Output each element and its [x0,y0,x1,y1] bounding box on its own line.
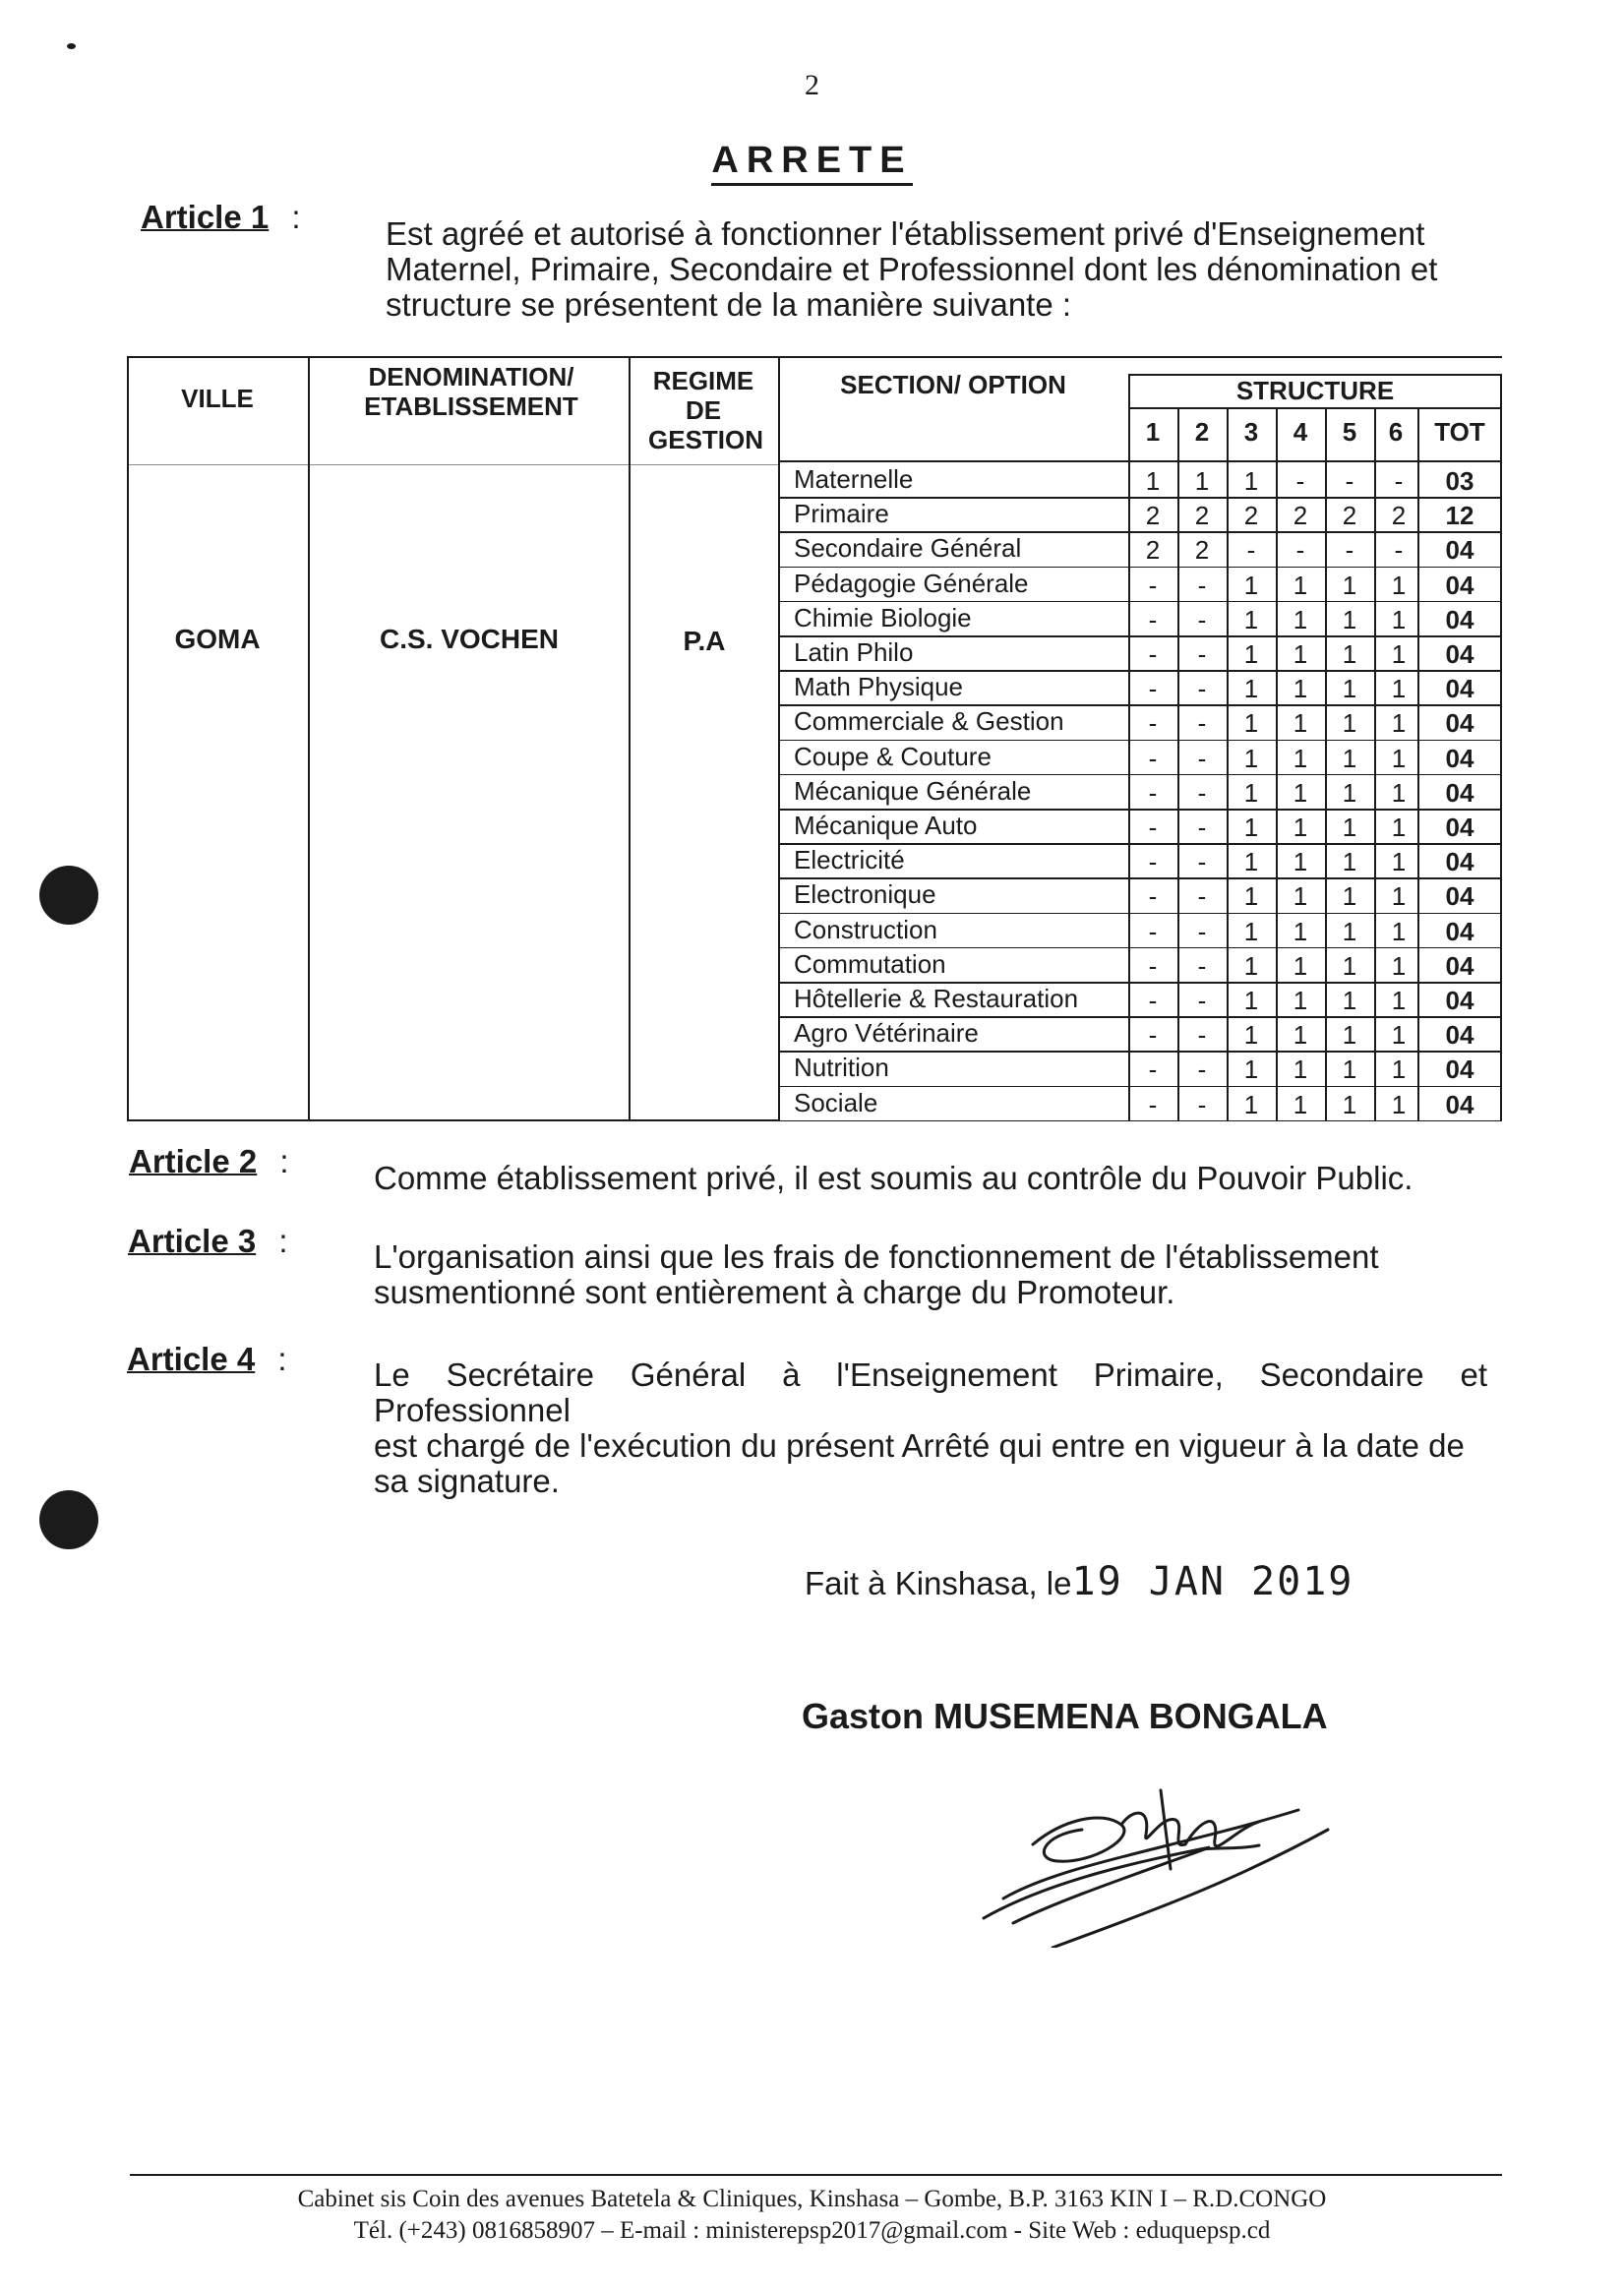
class-1-count: 2 [1145,535,1161,566]
handwritten-signature [974,1751,1338,1948]
header-total: TOT [1434,417,1485,447]
header-regime: REGIME DE GESTION [648,366,764,454]
class-6-count: 1 [1391,674,1407,704]
class-1-count: - [1148,1055,1158,1085]
option-name: Construction [794,914,937,944]
class-2-count: - [1197,777,1207,808]
document-title [0,140,1624,182]
class-4-count: 1 [1293,777,1308,808]
class-4-count: - [1295,466,1305,496]
class-3-count: 1 [1243,881,1259,912]
article-1-colon: : [291,199,301,235]
class-5-count: - [1345,466,1354,496]
table-row [778,809,1502,843]
class-4-count: 1 [1293,950,1308,981]
class-1-count: - [1148,743,1158,773]
table-row [778,740,1502,774]
class-6-count: 1 [1391,777,1407,808]
class-3-count: - [1246,535,1256,566]
table-row [778,704,1502,739]
class-2-count: 2 [1194,501,1210,531]
article-3-line: L'organisation ainsi que les frais de fonctionnement de l'établissement [374,1238,1379,1275]
footer-address: Cabinet sis Coin des avenues Batetela & Cliniques, Kinshasa – Gombe, B.P. 3163 KIN I – R.D.CONGO [297,2186,1327,2212]
class-5-count: - [1345,535,1354,566]
header-class-4: 4 [1293,417,1308,447]
class-4-count: 1 [1293,986,1308,1015]
row-total: 04 [1445,950,1474,981]
class-3-count: 1 [1243,986,1259,1015]
option-name: Pédagogie Générale [794,568,1029,598]
header-class-6: 6 [1388,417,1404,447]
table-row [778,1086,1502,1120]
class-1-count: - [1148,916,1158,946]
header-ville: VILLE [181,384,254,413]
class-3-count: 1 [1243,743,1259,773]
class-2-count: - [1197,570,1207,600]
class-6-count: 1 [1391,708,1407,739]
class-3-count: 1 [1243,570,1259,600]
class-1-count: 2 [1145,501,1161,531]
class-1-count: - [1148,674,1158,704]
punch-hole-upper [39,866,98,925]
row-total: 12 [1445,501,1474,531]
class-6-count: 1 [1391,847,1407,877]
article-2-colon: : [279,1143,289,1179]
article-4-line: Le Secrétaire Général à l'Enseignement Primaire, Secondaire et Professionnel [374,1356,1487,1428]
class-2-count: - [1197,813,1207,842]
class-6-count: 1 [1391,743,1407,773]
option-name: Math Physique [794,672,963,702]
article-2-text [374,1161,1495,1196]
class-4-count: 1 [1293,847,1308,877]
class-5-count: 1 [1342,777,1357,808]
cell-regime: P.A [683,626,726,656]
class-4-count: 1 [1293,743,1308,773]
class-1-count: - [1148,708,1158,739]
class-5-count: 1 [1342,1089,1357,1119]
class-1-count: - [1148,813,1158,842]
class-5-count: 1 [1342,847,1357,877]
class-3-count: 1 [1243,1089,1259,1119]
class-3-count: 1 [1243,674,1259,704]
closing-place-date [805,1559,1353,1604]
class-2-count: - [1197,639,1207,669]
class-5-count: 1 [1342,1020,1357,1051]
date-stamp: 19 JAN 2019 [1071,1559,1354,1604]
article-3-colon: : [278,1223,288,1259]
class-5-count: 1 [1342,570,1357,600]
footer-contact: Tél. (+243) 0816858907 – E-mail : ministerepsp2017@gmail.com - Site Web : eduquepsp.cd [353,2217,1271,2244]
class-4-count: 1 [1293,708,1308,739]
row-total: 04 [1445,1089,1474,1119]
table-row [778,877,1502,912]
option-name: Mécanique Auto [794,811,978,840]
class-1-count: - [1148,847,1158,877]
row-rule [778,1120,1502,1122]
row-total: 04 [1445,881,1474,912]
row-total: 04 [1445,535,1474,566]
page-number: 2 [805,69,819,101]
table-row [778,843,1502,877]
table-row [778,462,1502,497]
class-3-count: 1 [1243,813,1259,842]
class-2-count: - [1197,1020,1207,1051]
class-2-count: - [1197,986,1207,1015]
article-1-line: Maternel, Primaire, Secondaire et Professionnel dont les dénomination et [386,251,1438,287]
option-name: Nutrition [794,1053,889,1083]
class-3-count: 1 [1243,708,1259,739]
class-4-count: 2 [1293,501,1308,531]
header-denomination: DENOMINATION/ ETABLISSEMENT [364,362,578,421]
class-4-count: 1 [1293,813,1308,842]
class-3-count: 1 [1243,777,1259,808]
row-total: 04 [1445,604,1474,634]
article-3-text [374,1239,1487,1310]
class-1-count: - [1148,604,1158,634]
class-5-count: 1 [1342,604,1357,634]
article-1-line: structure se présentent de la manière suivante : [386,286,1072,323]
article-4-line: est chargé de l'exécution du présent Arrêté qui entre en vigueur à la date de [374,1427,1465,1464]
class-5-count: 2 [1342,501,1357,531]
option-name: Electricité [794,845,905,875]
table-row [778,601,1502,635]
class-4-count: 1 [1293,604,1308,634]
row-total: 03 [1445,466,1474,496]
class-6-count: 1 [1391,570,1407,600]
class-5-count: 1 [1342,813,1357,842]
class-4-count: 1 [1293,916,1308,946]
class-4-count: 1 [1293,1055,1308,1085]
row-total: 04 [1445,1020,1474,1051]
row-total: 04 [1445,847,1474,877]
option-name: Secondaire Général [794,533,1022,564]
article-2-line: Comme établissement privé, il est soumis au contrôle du Pouvoir Public. [374,1160,1413,1196]
class-3-count: 1 [1243,916,1259,946]
class-5-count: 1 [1342,708,1357,739]
class-4-count: 1 [1293,881,1308,912]
class-1-count: 1 [1145,466,1161,496]
class-3-count: 1 [1243,950,1259,981]
class-6-count: 1 [1391,916,1407,946]
row-total: 04 [1445,1055,1474,1085]
class-4-count: 1 [1293,639,1308,669]
class-4-count: 1 [1293,1020,1308,1051]
option-name: Sociale [794,1087,878,1117]
article-3-label-text: Article 3 [128,1223,257,1259]
row-total: 04 [1445,639,1474,669]
class-5-count: 1 [1342,986,1357,1015]
class-1-count: - [1148,639,1158,669]
class-6-count: 1 [1391,1055,1407,1085]
row-total: 04 [1445,916,1474,946]
class-4-count: - [1295,535,1305,566]
class-4-count: 1 [1293,674,1308,704]
class-2-count: - [1197,847,1207,877]
row-total: 04 [1445,777,1474,808]
class-4-count: 1 [1293,1089,1308,1119]
article-3-label [128,1223,288,1260]
class-2-count: - [1197,743,1207,773]
class-3-count: 1 [1243,639,1259,669]
structure-table [127,356,1502,1121]
table-row [778,1016,1502,1051]
table-row [778,774,1502,809]
table-row [778,982,1502,1016]
class-1-count: - [1148,1089,1158,1119]
class-6-count: 1 [1391,950,1407,981]
header-structure: STRUCTURE [1235,376,1395,405]
class-3-count: 1 [1243,847,1259,877]
class-1-count: - [1148,777,1158,808]
header-class-2: 2 [1194,417,1210,447]
class-6-count: - [1394,535,1404,566]
class-1-count: - [1148,881,1158,912]
article-4-label [127,1341,287,1378]
class-3-count: 1 [1243,466,1259,496]
class-5-count: 1 [1342,881,1357,912]
article-1-line: Est agréé et autorisé à fonctionner l'établissement privé d'Enseignement [386,215,1425,252]
article-4-line: sa signature. [374,1463,560,1499]
class-6-count: 1 [1391,604,1407,634]
table-row [778,913,1502,947]
table-row [778,497,1502,531]
class-5-count: 1 [1342,916,1357,946]
class-5-count: 1 [1342,743,1357,773]
class-6-count: 1 [1391,1089,1407,1119]
punch-hole-lower [39,1490,98,1549]
article-2-label [129,1143,289,1180]
option-name: Hôtellerie & Restauration [794,984,1079,1013]
row-total: 04 [1445,743,1474,773]
scan-dot-top [67,43,76,49]
header-class-1: 1 [1145,417,1161,447]
class-6-count: 2 [1391,501,1407,531]
signer-name: Gaston MUSEMENA BONGALA [802,1696,1328,1736]
option-name: Latin Philo [794,637,914,667]
article-1-label-text: Article 1 [141,199,270,235]
class-3-count: 1 [1243,1020,1259,1051]
option-name: Primaire [794,499,889,529]
class-2-count: - [1197,950,1207,981]
class-2-count: 1 [1194,466,1210,496]
class-4-count: 1 [1293,570,1308,600]
option-name: Maternelle [794,464,914,494]
class-3-count: 1 [1243,604,1259,634]
article-4-colon: : [277,1341,287,1377]
table-row [778,670,1502,704]
class-2-count: - [1197,1089,1207,1119]
class-2-count: - [1197,674,1207,704]
class-6-count: 1 [1391,1020,1407,1051]
header-section: SECTION/ OPTION [840,370,1066,399]
article-3-line: susmentionné sont entièrement à charge du Promoteur. [374,1274,1175,1310]
table-row [778,531,1502,566]
option-name: Commutation [794,948,946,979]
class-2-count: - [1197,708,1207,739]
article-1-label [141,199,301,236]
header-class-5: 5 [1342,417,1357,447]
class-3-count: 2 [1243,501,1259,531]
row-total: 04 [1445,986,1474,1015]
row-total: 04 [1445,674,1474,704]
article-1-text [386,216,1507,323]
article-4-text [374,1357,1487,1499]
table-row [778,947,1502,982]
option-name: Commerciale & Gestion [794,706,1064,737]
class-2-count: - [1197,1055,1207,1085]
closing-place: Fait à Kinshasa, le [805,1565,1072,1601]
class-2-count: - [1197,881,1207,912]
class-1-count: - [1148,1020,1158,1051]
class-6-count: 1 [1391,813,1407,842]
class-6-count: - [1394,466,1404,496]
cell-etablissement: C.S. VOCHEN [379,624,560,654]
table-row [778,635,1502,670]
document-title-text: ARRETE [711,140,912,186]
row-total: 04 [1445,813,1474,842]
class-1-count: - [1148,570,1158,600]
class-1-count: - [1148,986,1158,1015]
class-5-count: 1 [1342,674,1357,704]
article-4-label-text: Article 4 [127,1341,256,1377]
cell-ville: GOMA [174,624,261,654]
header-class-3: 3 [1243,417,1259,447]
option-name: Mécanique Générale [794,775,1032,806]
class-3-count: 1 [1243,1055,1259,1085]
class-5-count: 1 [1342,639,1357,669]
table-row [778,567,1502,601]
option-name: Agro Vétérinaire [794,1018,979,1049]
class-6-count: 1 [1391,881,1407,912]
article-2-label-text: Article 2 [129,1143,258,1179]
class-2-count: 2 [1194,535,1210,566]
class-6-count: 1 [1391,639,1407,669]
class-1-count: - [1148,950,1158,981]
table-row [778,1051,1502,1085]
option-name: Coupe & Couture [794,741,992,771]
footer-rule [130,2174,1502,2176]
class-5-count: 1 [1342,950,1357,981]
option-name: Electronique [794,879,936,910]
class-2-count: - [1197,604,1207,634]
row-total: 04 [1445,708,1474,739]
class-5-count: 1 [1342,1055,1357,1085]
row-total: 04 [1445,570,1474,600]
option-name: Chimie Biologie [794,602,972,633]
class-2-count: - [1197,916,1207,946]
class-6-count: 1 [1391,986,1407,1015]
